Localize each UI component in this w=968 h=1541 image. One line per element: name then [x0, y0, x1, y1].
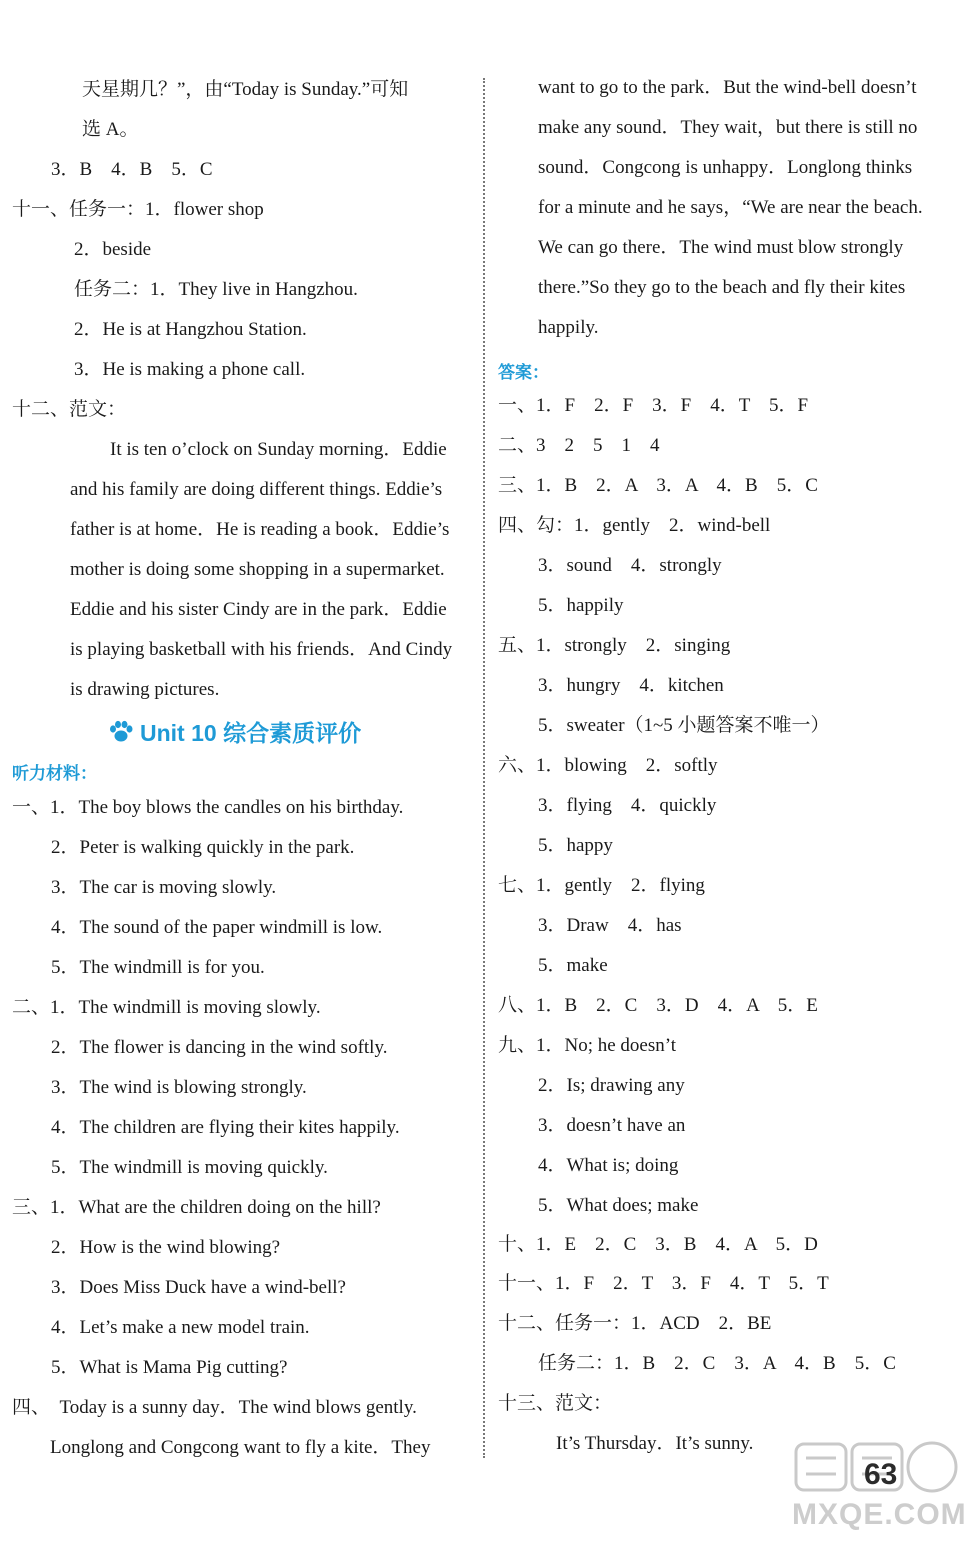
text-line: 5．happily: [538, 595, 624, 616]
section-line: 十、1．E 2．C 3．B 4．A 5．D: [498, 1234, 818, 1255]
answers-heading: 答案：: [498, 363, 549, 382]
text-line: 2．How is the wind blowing?: [51, 1237, 281, 1258]
section-line: 十二、任务一：1．ACD 2．BE: [498, 1313, 772, 1334]
section-line: 九、1．No; he doesn’t: [498, 1035, 677, 1056]
text-line: 任务二：1．B 2．C 3．A 4．B 5．C: [538, 1353, 896, 1374]
text-line: 3．doesn’t have an: [538, 1115, 686, 1136]
text-line: 5．make: [538, 955, 608, 976]
text-line: 3．flying 4．quickly: [538, 795, 717, 816]
text-line: 4．The children are flying their kites happily.: [51, 1117, 400, 1138]
essay-line: It is ten o’clock on Sunday morning．Eddie: [110, 439, 447, 460]
text-line: 5．What does; make: [538, 1195, 699, 1216]
text-line: 3．The wind is blowing strongly.: [51, 1077, 307, 1098]
text-line: make any sound．They wait，but there is still no: [538, 117, 918, 138]
text-line: 3．sound 4．strongly: [538, 555, 722, 576]
text-line: sound．Congcong is unhappy．Longlong thinks: [538, 157, 913, 178]
text-line: 3．B 4．B 5．C: [51, 159, 213, 180]
section-line: 五、1．strongly 2．singing: [498, 635, 731, 656]
essay-line: and his family are doing different things. Eddie’s: [70, 479, 443, 500]
text-line: 4．What is; doing: [538, 1155, 679, 1176]
section-line: 六、1．blowing 2．softly: [498, 755, 718, 776]
section-line: 十一、任务一：1．flower shop: [12, 199, 264, 220]
text-line: want to go to the park．But the wind-bell doesn’t: [538, 77, 917, 98]
section-line: 二、3 2 5 1 4: [498, 435, 660, 456]
text-line: 4．The sound of the paper windmill is low.: [51, 917, 383, 938]
text-line: 4．Let’s make a new model train.: [51, 1317, 310, 1338]
page-number: 63: [864, 1458, 898, 1491]
section-line: 十二、范文：: [12, 399, 127, 420]
text-line: there.”So they go to the beach and fly their kites: [538, 277, 906, 298]
text-line: 2．Peter is walking quickly in the park.: [51, 837, 355, 858]
section-line: 三、1．B 2．A 3．A 4．B 5．C: [498, 475, 818, 496]
section-line: 一、1．F 2．F 3．F 4．T 5．F: [498, 395, 809, 416]
text-line: Longlong and Congcong want to fly a kite．They: [50, 1437, 431, 1458]
paw-icon: [108, 720, 134, 744]
section-line: 十三、范文：: [498, 1393, 613, 1414]
section-line: 四、 Today is a sunny day．The wind blows gently.: [12, 1397, 417, 1418]
section-line: 十一、1．F 2．T 3．F 4．T 5．T: [498, 1273, 829, 1294]
text-line: 3．The car is moving slowly.: [51, 877, 277, 898]
essay-line: It’s Thursday．It’s sunny.: [556, 1433, 754, 1454]
essay-line: Eddie and his sister Cindy are in the park．Eddie: [70, 599, 447, 620]
unit-title: [108, 715, 361, 748]
text-line: 天星期几？”，由“Today is Sunday.”可知: [82, 79, 409, 100]
section-line: 八、1．B 2．C 3．D 4．A 5．E: [498, 995, 818, 1016]
text-line: 3．hungry 4．kitchen: [538, 675, 724, 696]
text-line: 2．The flower is dancing in the wind softly.: [51, 1037, 388, 1058]
section-line: 七、1．gently 2．flying: [498, 875, 705, 896]
watermark-text: MXQE.COM: [792, 1498, 967, 1531]
text-line: 5．happy: [538, 835, 613, 856]
text-line: 5．The windmill is for you.: [51, 957, 265, 978]
column-divider: [483, 78, 485, 1458]
section-line: 三、1．What are the children doing on the hill?: [12, 1197, 381, 1218]
section-line: 一、1．The boy blows the candles on his birthday.: [12, 797, 404, 818]
text-line: 5．The windmill is moving quickly.: [51, 1157, 328, 1178]
section-line: 四、勾：1．gently 2．wind-bell: [498, 515, 771, 536]
text-line: 5．sweater（1~5 小题答案不唯一）: [538, 715, 830, 736]
text-line: for a minute and he says，“We are near the beach.: [538, 197, 923, 218]
text-line: happily.: [538, 317, 599, 338]
essay-line: mother is doing some shopping in a supermarket.: [70, 559, 445, 580]
text-line: 任务二：1．They live in Hangzhou.: [74, 279, 358, 300]
essay-line: father is at home．He is reading a book．Eddie’s: [70, 519, 450, 540]
essay-line: is drawing pictures.: [70, 679, 220, 700]
listening-heading: 听力材料：: [12, 764, 97, 783]
text-line: 3．He is making a phone call.: [74, 359, 306, 380]
unit-title-text: Unit 10 综合素质评价: [140, 720, 362, 746]
text-line: 2．He is at Hangzhou Station.: [74, 319, 307, 340]
text-line: We can go there．The wind must blow strongly: [538, 237, 904, 258]
section-line: 二、1．The windmill is moving slowly.: [12, 997, 321, 1018]
text-line: 2．beside: [74, 239, 152, 260]
text-line: 5．What is Mama Pig cutting?: [51, 1357, 288, 1378]
text-line: 3．Draw 4．has: [538, 915, 682, 936]
text-line: 3．Does Miss Duck have a wind-bell?: [51, 1277, 346, 1298]
text-line: 2．Is; drawing any: [538, 1075, 685, 1096]
essay-line: is playing basketball with his friends．And Cindy: [70, 639, 453, 660]
text-line: 选 A。: [82, 119, 139, 140]
